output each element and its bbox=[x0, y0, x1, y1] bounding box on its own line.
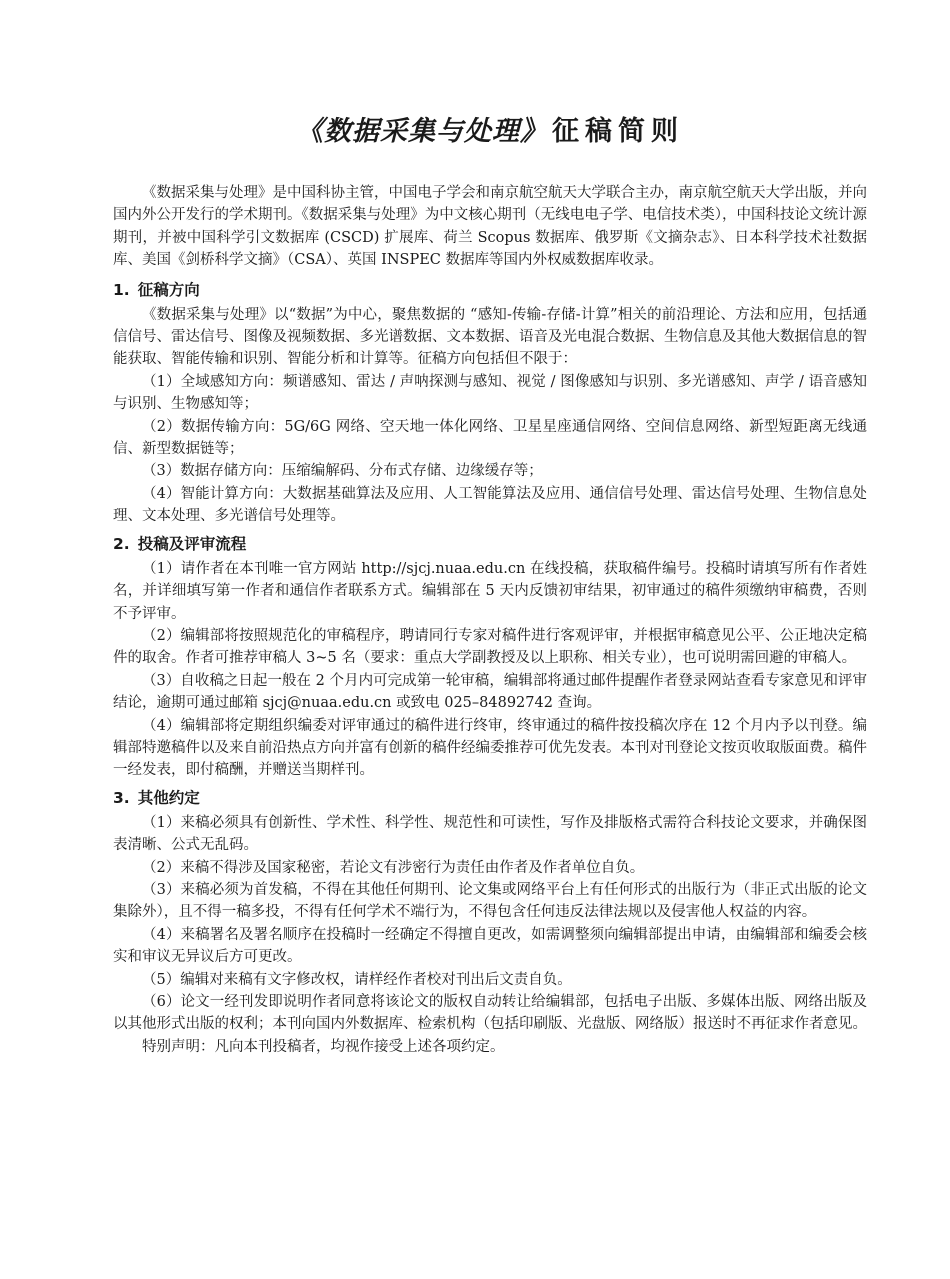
paragraph: （2）来稿不得涉及国家秘密，若论文有涉密行为责任由作者及作者单位自负。 bbox=[142, 859, 645, 876]
paragraph: （2）编辑部将按照规范化的审稿程序，聘请同行专家对稿件进行客观评审，并根据审稿意见公平、公正地决定稿件的取舍。作者可推荐审稿人 3~5 名（要求：重点大学副教授及以上职称、相关专业），也可说明需回避的审稿人。 bbox=[113, 627, 867, 667]
section-title: 投稿及评审流程 bbox=[137, 534, 247, 553]
paragraph: （3）自收稿之日起一般在 2 个月内可完成第一轮审稿，编辑部将通过邮件提醒作者登录网站查看专家意见和评审结论，逾期可通过邮箱 sjcj@nuaa.edu.cn 或致电 025–84892742 查询。 bbox=[113, 672, 867, 712]
section-title: 其他约定 bbox=[137, 788, 200, 807]
section-submission-scope bbox=[113, 278, 867, 528]
paragraph: （4）来稿署名及署名顺序在投稿时一经确定不得擅自更改，如需调整须向编辑部提出申请，由编辑部和编委会核实和审议无异议后方可更改。 bbox=[113, 926, 867, 966]
title-suffix: 征稿简则 bbox=[552, 116, 684, 147]
section-number: 2. bbox=[113, 534, 130, 553]
intro-paragraph: 《数据采集与处理》是中国科协主管，中国电子学会和南京航空航天大学联合主办，南京航空航天大学出版，并向国内外公开发行的学术期刊。《数据采集与处理》为中文核心期刊（无线电电子学、电信技术类），中国科技论文统计源期刊，并被中国科学引文数据库 (CSCD) 扩展库、荷兰 Scopus 数据库、俄罗斯《文摘杂志》、日本科学技术社数据库、美国《剑桥科学文摘》（CSA）、英国 INSPEC 数据库等国内外权威数据库收录。 bbox=[113, 185, 867, 269]
paragraph: 《数据采集与处理》以“数据”为中心，聚焦数据的 “感知-传输-存储-计算”相关的前沿理论、方法和应用，包括通信信号、雷达信号、图像及视频数据、多光谱数据、文本数据、语音及光电混合数据、生物信息及其他大数据信息的智能获取、智能传输和识别、智能分析和计算等。征稿方向包括但不限于： bbox=[113, 306, 867, 368]
page-title bbox=[113, 112, 867, 152]
section-heading bbox=[113, 278, 867, 302]
paragraph: （1）来稿必须具有创新性、学术性、科学性、规范性和可读性，写作及排版格式需符合科技论文要求，并确保图表清晰、公式无乱码。 bbox=[113, 814, 867, 854]
section-other-terms bbox=[113, 786, 867, 1058]
section-title: 征稿方向 bbox=[137, 280, 200, 299]
paragraph: （6）论文一经刊发即说明作者同意将该论文的版权自动转让给编辑部，包括电子出版、多媒体出版、网络出版及以其他形式出版的权利；本刊向国内外数据库、检索机构（包括印刷版、光盘版、网络版）报送时不再征求作者意见。 bbox=[113, 994, 867, 1033]
paragraph: （2）数据传输方向：5G/6G 网络、空天地一体化网络、卫星星座通信网络、空间信息网络、新型短距离无线通信、新型数据链等； bbox=[113, 418, 867, 458]
document-page bbox=[113, 112, 867, 1062]
section-number: 1. bbox=[113, 280, 130, 299]
paragraph: （1）请作者在本刊唯一官方网站 http://sjcj.nuaa.edu.cn 在线投稿，获取稿件编号。投稿时请填写所有作者姓名，并详细填写第一作者和通信作者联系方式。编辑部在 5 天内反馈初审结果，初审通过的稿件须缴纳审稿费，否则不予评审。 bbox=[113, 560, 867, 622]
section-review-process bbox=[113, 532, 867, 782]
paragraph: （3）来稿必须为首发稿，不得在其他任何期刊、论文集或网络平台上有任何形式的出版行为（非正式出版的论文集除外），且不得一稿多投，不得有任何学术不端行为，不得包含任何违反法律法规以及侵害他人权益的内容。 bbox=[113, 881, 867, 921]
paragraph: （3）数据存储方向：压缩编解码、分布式存储、边缘缓存等； bbox=[142, 463, 543, 480]
section-number: 3. bbox=[113, 788, 130, 807]
paragraph: （4）智能计算方向：大数据基础算法及应用、人工智能算法及应用、通信信号处理、雷达信号处理、生物信息处理、文本处理、多光谱信号处理等。 bbox=[113, 485, 867, 525]
paragraph: （5）编辑对来稿有文字修改权，请样经作者校对刊出后文责自负。 bbox=[142, 971, 572, 988]
special-statement: 特别声明：凡向本刊投稿者，均视作接受上述各项约定。 bbox=[142, 1038, 505, 1055]
journal-name: 《数据采集与处理》 bbox=[296, 116, 548, 147]
paragraph: （4）编辑部将定期组织编委对评审通过的稿件进行终审，终审通过的稿件按投稿次序在 12 个月内予以刊登。编辑部特邀稿件以及来自前沿热点方向并富有创新的稿件经编委推荐可优先发表。本刊对刊登论文按页收取版面费。稿件一经发表，即付稿酬，并赠送当期样刊。 bbox=[113, 717, 867, 779]
paragraph: （1）全域感知方向：频谱感知、雷达 / 声呐探测与感知、视觉 / 图像感知与识别、多光谱感知、声学 / 语音感知与识别、生物感知等； bbox=[113, 373, 867, 413]
section-heading bbox=[113, 786, 867, 810]
section-heading bbox=[113, 532, 867, 556]
